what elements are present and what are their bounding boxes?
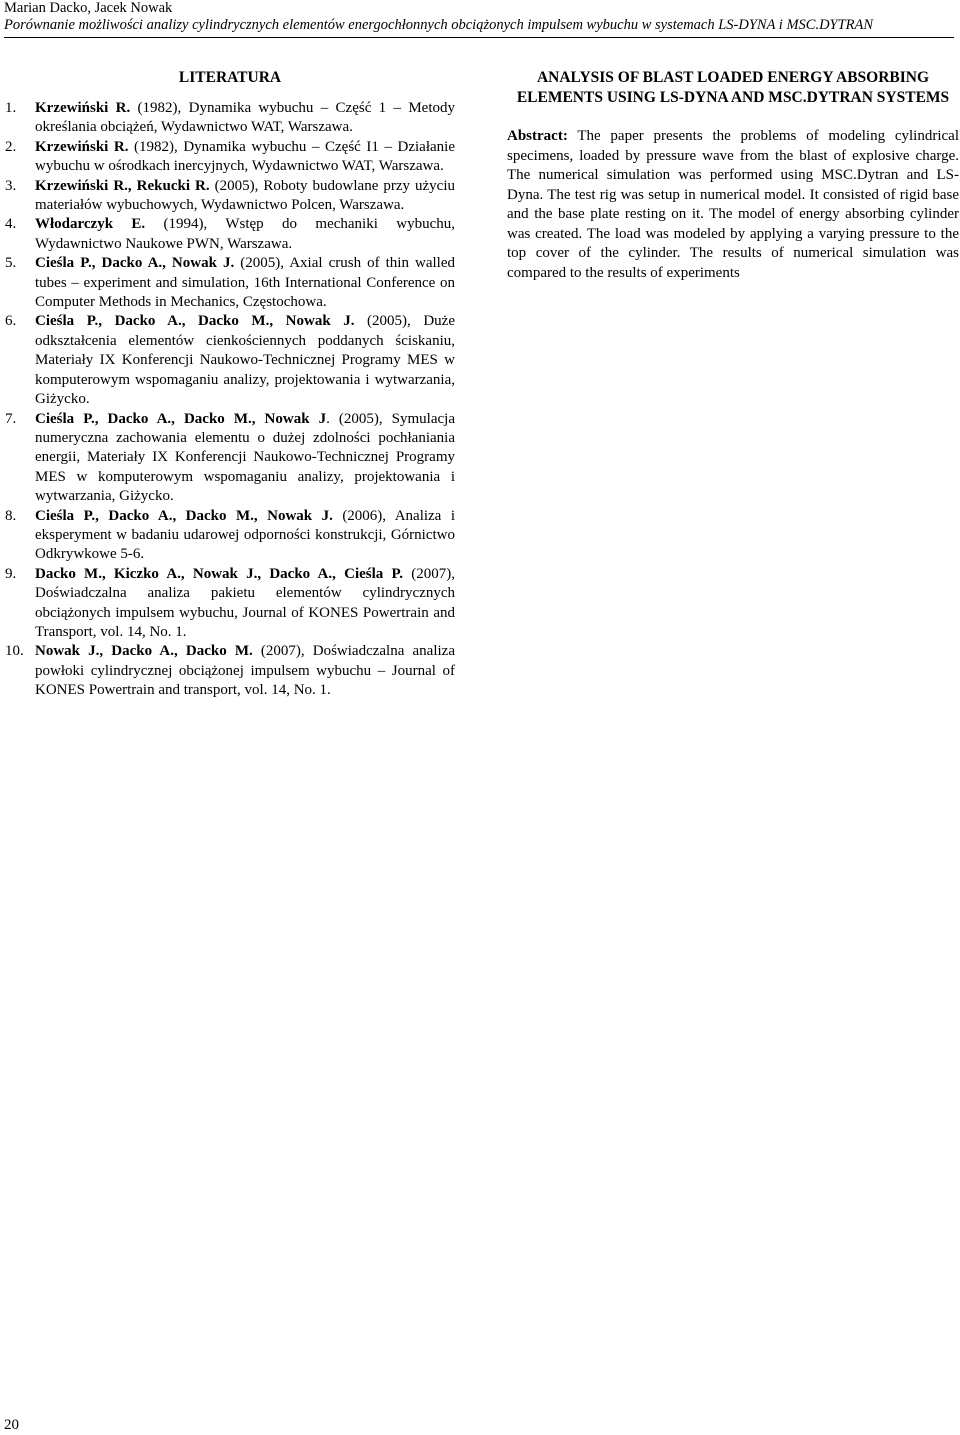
reference-text: (1994), Wstęp do mechaniki wybuchu, Wydawnictwo Naukowe PWN, Warszawa. <box>35 216 455 252</box>
reference-item <box>5 312 455 409</box>
reference-number: 8. <box>5 507 17 524</box>
reference-authors: Włodarczyk E. <box>35 216 146 233</box>
reference-text: (1982), Dynamika wybuchu – Część I1 – Działanie wybuchu w ośrodkach inercyjnych, Wydawnictwo WAT, Warszawa. <box>35 138 455 175</box>
abstract-paragraph <box>507 127 959 283</box>
reference-number: 1. <box>5 100 17 116</box>
reference-text: (2007), Doświadczalna analiza powłoki cylindrycznej obciążonej impulsem wybuchu – Journal of KONES Powertrain and transport, vol. 14, No. 1. <box>35 643 455 699</box>
reference-item <box>5 138 455 177</box>
reference-authors: Cieśla P., Dacko A., Dacko M., Nowak J. <box>35 507 333 524</box>
reference-text: (2005), Axial crush of thin walled tubes – experiment and simulation, 16th International Conference on Computer Methods in Mechanics, Częstochowa. <box>35 255 455 311</box>
reference-number: 2. <box>5 138 17 155</box>
reference-number: 10. <box>5 643 24 660</box>
reference-number: 3. <box>5 177 17 194</box>
reference-item <box>5 507 455 565</box>
reference-number: 9. <box>5 565 17 582</box>
reference-text: (1982), Dynamika wybuchu – Część 1 – Metody określania obciążeń, Wydawnictwo WAT, Warszawa. <box>35 100 455 136</box>
reference-authors: Cieśla P., Dacko A., Dacko M., Nowak J <box>35 410 327 427</box>
reference-authors: Dacko M., Kiczko A., Nowak J., Dacko A., Cieśla P. <box>35 565 404 582</box>
reference-text: (2007), Doświadczalna analiza pakietu elementów cylindrycznych obciążonych impulsem wybuchu, Journal of KONES Powertrain and Transport, vol. 14, No. 1. <box>35 565 455 640</box>
reference-list <box>5 99 455 701</box>
reference-number: 7. <box>5 410 17 427</box>
reference-item <box>5 99 455 138</box>
reference-text: (2006), Analiza i eksperyment w badaniu udarowej odporności konstrukcji, Górnictwo Odkrywkowe 5-6. <box>35 507 455 563</box>
abstract-text: The paper presents the problems of modeling cylindrical specimens, loaded by pressure wave from the blast of explosive charge. The numerical simulation was performed using MSC.Dytran and LS-Dyna. The test rig was setup in numerical model. It consisted of rigid base and the base plate resting on it. The model of energy absorbing cylinder was created. The load was modeled by applying a varying pressure to the top cover of the cylinder. The results of numerical simulation was compared to the results of experiments <box>507 128 959 281</box>
reference-authors: Krzewiński R., Rekucki R. <box>35 177 210 194</box>
reference-item <box>5 410 455 507</box>
reference-number: 6. <box>5 313 17 330</box>
reference-number: 5. <box>5 255 17 272</box>
reference-item <box>5 215 455 254</box>
literature-heading: LITERATURA <box>178 69 282 86</box>
english-title: ANALYSIS OF BLAST LOADED ENERGY ABSORBING ELEMENTS USING LS-DYNA AND MSC.DYTRAN SYSTEMS <box>516 69 950 106</box>
reference-item <box>5 642 455 700</box>
page-number: 20 <box>4 1417 19 1433</box>
reference-item <box>5 254 455 312</box>
header-authors: Marian Dacko, Jacek Nowak <box>4 0 173 16</box>
literature-column <box>5 68 455 701</box>
reference-authors: Cieśla P., Dacko A., Dacko M., Nowak J. <box>35 313 355 330</box>
english-summary-column <box>507 68 959 283</box>
reference-authors: Krzewiński R. <box>35 100 131 116</box>
reference-authors: Nowak J., Dacko A., Dacko M. <box>35 643 253 660</box>
reference-item <box>5 177 455 216</box>
running-header <box>4 0 954 38</box>
reference-text: . (2005), Symulacja numeryczna zachowania elementu o dużej zdolności pochłaniania energii, Materiały IX Konferencji Naukowo-Technicznej Programy MES w komputerowym wspomaganiu analizy, projektowania i wytwarzania, Giżycko. <box>35 410 455 505</box>
reference-authors: Krzewiński R. <box>35 138 129 155</box>
reference-text: (2005), Duże odkształcenia elementów cienkościennych poddanych ściskaniu, Materiały IX Konferencji Naukowo-Technicznej Programy MES w komputerowym wspomaganiu analizy, projektowania i wytwarzania, Giżycko. <box>35 313 455 408</box>
reference-authors: Cieśla P., Dacko A., Nowak J. <box>35 255 235 272</box>
reference-item <box>5 565 455 643</box>
header-title: Porównanie możliwości analizy cylindrycznych elementów energochłonnych obciążonych impulsem wybuchu w systemach LS-DYNA i MSC.DYTRAN <box>4 17 954 38</box>
reference-number: 4. <box>5 216 17 233</box>
abstract-label: Abstract: <box>507 128 568 144</box>
reference-text: (2005), Roboty budowlane przy użyciu materiałów wybuchowych, Wydawnictwo Polcen, Warszawa. <box>35 177 455 214</box>
